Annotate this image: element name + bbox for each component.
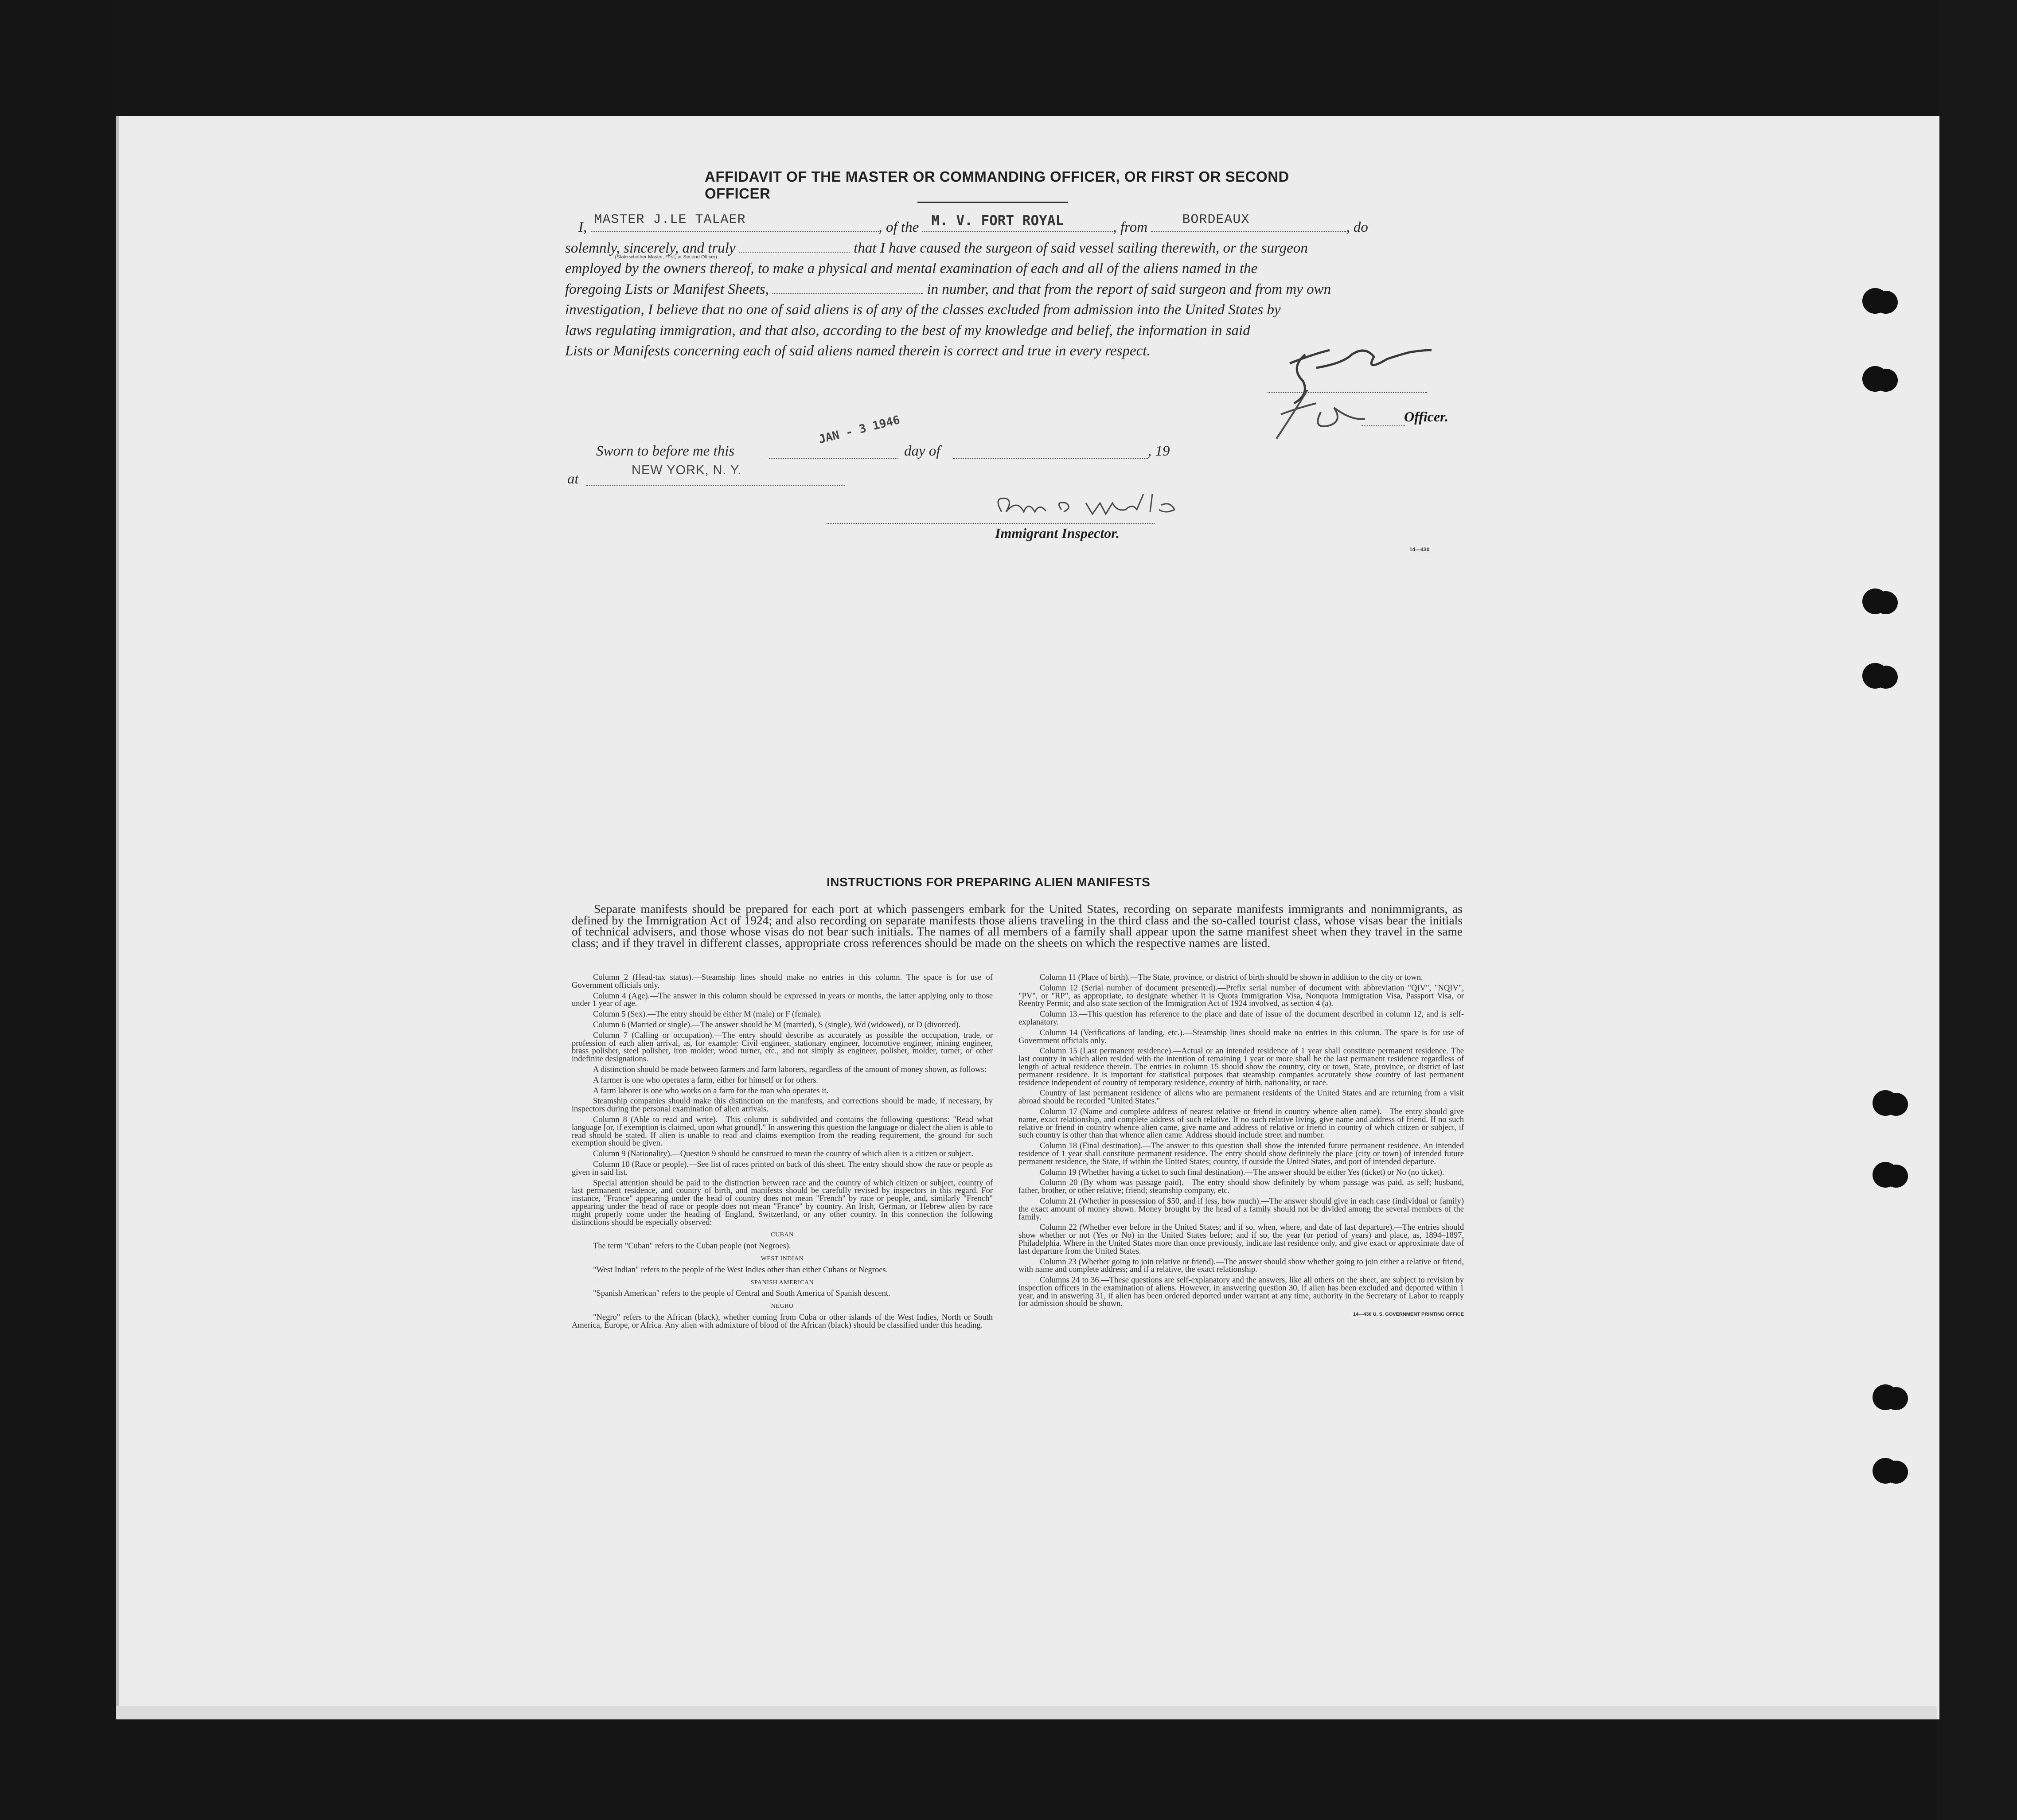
text-west-indian: "West Indian" refers to the people of the West Indies other than either Cubans or Negroes. bbox=[593, 1265, 888, 1274]
punch-hole-icon bbox=[1862, 288, 1888, 314]
year-label: , 19 bbox=[1148, 443, 1170, 459]
from-label: , from bbox=[1113, 219, 1148, 235]
punch-hole-icon bbox=[1873, 1162, 1898, 1188]
affidavit-line4b: in number, and that from the report of said surgeon and from my own bbox=[927, 281, 1331, 297]
affidavit-line5: investigation, I believe that no one of said aliens is of any of the classes excluded from admission into the United States by bbox=[565, 302, 1281, 318]
punch-hole-icon bbox=[1873, 1384, 1898, 1410]
sworn-label: Sworn to before me this bbox=[596, 443, 735, 459]
instruction-paragraph: Column 2 (Head-tax status).—Steamship lines should make no entries in this column. The space is for use of Government officials only. bbox=[572, 973, 993, 990]
page-bottom-edge bbox=[116, 1706, 1937, 1719]
officer-signature-line bbox=[1268, 392, 1427, 393]
date-stamp: JAN - 3 1946 bbox=[817, 413, 901, 447]
day-of-label: day of bbox=[904, 443, 940, 459]
punch-hole-icon bbox=[1873, 1458, 1898, 1484]
officer-label: Officer. bbox=[1404, 409, 1448, 425]
instruction-paragraph: Column 6 (Married or single).—The answer should be M (married), S (single), Wd (widowed), or D (divorced). bbox=[593, 1020, 961, 1029]
instructions-right-column bbox=[1018, 974, 1464, 1321]
title-divider bbox=[917, 202, 1068, 203]
film-border-bottom bbox=[0, 1719, 2017, 1820]
heading-negro: NEGRO bbox=[771, 1303, 794, 1310]
place-value: NEW YORK, N. Y. bbox=[632, 463, 742, 477]
affidavit-line7: Lists or Manifests concerning each of said aliens named therein is correct and true in every respect. bbox=[565, 343, 1151, 359]
instruction-paragraph: Column 15 (Last permanent residence).—Actual or an intended residence of 1 year shall constitute permanent residence. The last country in which alien resided with the intention of remaining 1 year or more shall be the last permanent residence regardless of length of actual residence therein. The entries in column 15 should show the country, city or town, State, province, or district of last permanent residence. It is important for statistical purposes that steamship companies accurately show country of last permanent residence independent of country of temporary residence, country of birth, nationality, or race. bbox=[1018, 1047, 1464, 1087]
instruction-paragraph: A farmer is one who operates a farm, either for himself or for others. bbox=[593, 1076, 819, 1085]
instruction-paragraph: Country of last permanent residence of aliens who are permanent residents of the United States and are returning from a visit abroad should be recorded "United States." bbox=[1018, 1089, 1464, 1106]
instructions-intro: Separate manifests should be prepared for each port at which passengers embark for the United States, recording on separate manifests immigrants and nonimmigrants, as defined by the Immigration Act of 1924; and also recording on separate manifests those aliens traveling in the third class and the so-called tourist class, whose visas bear the initials of technical advisers, and those whose visas do not bear such initials. The names of all members of a family shall appear upon the same manifest sheet when they travel in the same class; and if they travel in different classes, appropriate cross references should be made on the sheets on which the respective names are listed. bbox=[572, 902, 1463, 950]
affidavit-line2a: solemnly, sincerely, and truly bbox=[565, 240, 736, 256]
film-border-top bbox=[0, 0, 2017, 116]
sworn-date-line bbox=[769, 458, 897, 459]
port-value: BORDEAUX bbox=[1182, 212, 1250, 227]
instruction-paragraph: Column 11 (Place of birth).—The State, province, or district of birth should be shown in addition to the city or town. bbox=[1040, 973, 1423, 982]
of-the-label: , of the bbox=[878, 219, 919, 235]
instruction-paragraph: Column 18 (Final destination).—The answer to this question shall show the intended future permanent residence. An intended residence of 1 year shall constitute permanent residence. The entry should show definitely the place (city or town) of intended future permanent residence, the State, if within the United States; country, if outside the United States, and port of intended departure. bbox=[1018, 1142, 1464, 1166]
affidavit-intro: I, bbox=[578, 219, 587, 235]
heading-west-indian: WEST INDIAN bbox=[761, 1255, 804, 1262]
instruction-paragraph: Columns 24 to 36.—These questions are self-explanatory and the answers, like all others on the sheet, are subject to revision by inspection officers in the examination of aliens. However, in answering question 30, if alien has been excluded and deported within 1 year, and in answering 31, if alien has been ordered deported under warrant at any time, authority in the Secretary of Labor to reapply for admission should be shown. bbox=[1018, 1276, 1464, 1309]
instructions-left-column bbox=[572, 974, 993, 1332]
affidavit-line6: laws regulating immigration, and that also, according to the best of my knowledge and belief, the information in said bbox=[565, 322, 1250, 339]
film-border-left bbox=[0, 0, 116, 1820]
instruction-paragraph: Column 14 (Verifications of landing, etc.).—Steamship lines should make no entries in this column. The space is for use of Government officials only. bbox=[1018, 1028, 1464, 1045]
instruction-paragraph: Column 23 (Whether going to join relative or friend).—The answer should show whether going to join either a relative or friend, with name and complete address; and if a relative, the exact relationship. bbox=[1018, 1257, 1464, 1274]
printer-imprint: 14—430 U. S. GOVERNMENT PRINTING OFFICE bbox=[1353, 1312, 1464, 1317]
instruction-paragraph: Column 19 (Whether having a ticket to such final destination).—The answer should be either Yes (ticket) or No (no ticket). bbox=[1040, 1168, 1444, 1177]
state-note: (State whether Master, First, or Second Officer) bbox=[615, 254, 717, 260]
instruction-paragraph: Column 5 (Sex).—The entry should be either M (male) or F (female). bbox=[593, 1010, 822, 1019]
instruction-paragraph: Column 7 (Calling or occupation).—The entry should describe as accurately as possible the occupation, trade, or profession of each alien arrival, as, for example: Civil engineer, stationary engineer, locomotive engineer, mining engineer, brass polisher, steel polisher, iron molder, wood turner, etc., and not simply as engineer, polisher, molder, turner, or other indefinite designations. bbox=[572, 1031, 993, 1064]
vessel-value: M. V. FORT ROYAL bbox=[931, 212, 1064, 229]
instruction-paragraph: Column 13.—This question has reference to the place and date of issue of the document described in column 12, and is self-explanatory. bbox=[1018, 1010, 1464, 1027]
port-field bbox=[1151, 212, 1346, 232]
at-label: at bbox=[567, 471, 579, 487]
oath-field bbox=[739, 252, 850, 253]
punch-hole-icon bbox=[1862, 366, 1888, 392]
sheet-count-field bbox=[772, 293, 923, 294]
heading-cuban: CUBAN bbox=[771, 1232, 794, 1239]
instruction-paragraph: Column 10 (Race or people).—See list of races printed on back of this sheet. The entry should show the race or people as given in said list. bbox=[572, 1160, 993, 1177]
affidavit-line3: employed by the owners thereof, to make a physical and mental examination of each and all of the aliens named in the bbox=[565, 261, 1258, 277]
text-spanish-american: "Spanish American" refers to the people of Central and South America of Spanish descent. bbox=[593, 1289, 890, 1298]
film-border-right bbox=[1937, 0, 2017, 1820]
form-number: 14—430 bbox=[1409, 546, 1430, 553]
officer-line-2 bbox=[1361, 425, 1405, 426]
affidavit-line4a: foregoing Lists or Manifest Sheets, bbox=[565, 281, 769, 297]
do-label: , do bbox=[1346, 219, 1368, 235]
place-line bbox=[586, 485, 845, 486]
inspector-label: Immigrant Inspector. bbox=[995, 525, 1120, 541]
text-negro: "Negro" refers to the African (black), whether coming from Cuba or other islands of the West Indies, North or South America, Europe, or Africa. Any alien with admixture of blood of the African (black) should be classified under this heading. bbox=[572, 1313, 993, 1330]
instruction-paragraph: Column 8 (Able to read and write).—This column is subdivided and contains the following questions: "Read what language [or, if exemption is claimed, upon what ground]." In answering this question the language or dialect the alien is able to read should be stated. If alien is unable to read and claims exemption from the reading requirement, the ground for such exemption should be given. bbox=[572, 1115, 993, 1148]
text-cuban: The term "Cuban" refers to the Cuban people (not Negroes). bbox=[593, 1242, 791, 1251]
instruction-paragraph: Column 21 (Whether in possession of $50, and if less, how much).—The answer should give in each case (individual or family) the exact amount of money shown. Money brought by the head of a family should not be divided among the several members of the family. bbox=[1018, 1196, 1464, 1222]
punch-hole-icon bbox=[1873, 1090, 1898, 1116]
heading-spanish-american: SPANISH AMERICAN bbox=[750, 1279, 814, 1286]
inspector-line bbox=[827, 523, 1155, 524]
instruction-paragraph: Steamship companies should make this distinction on the manifests, and corrections should be made, if necessary, by inspectors during the personal examination of alien arrivals. bbox=[572, 1097, 993, 1114]
punch-hole-icon bbox=[1862, 588, 1888, 614]
instruction-paragraph: Column 9 (Nationality).—Question 9 should be construed to mean the country of which alien is a citizen or subject. bbox=[593, 1150, 974, 1159]
instruction-paragraph: Column 17 (Name and complete address of nearest relative or friend in country whence alien came).—The entry should give name, exact relationship, and complete address of such relative. If no such relative living, give name and address of friend. If no such relative or friend in country whence alien came, give name and address of relative or friend in country of which citizen or subject, if such country is other than that whence alien came. Address should include street and number. bbox=[1018, 1107, 1464, 1140]
instruction-paragraph: Column 12 (Serial number of document presented).—Prefix serial number of document with abbreviation "QIV", "NQIV", "PV", or "RP", as appropriate, to designate whether it is Quota Immigration Visa, Nonquota Immigration Visa, Passport Visa, or Reentry Permit; and also state section of the Immigration Act of 1924 involved, as section 4 (a). bbox=[1018, 983, 1464, 1009]
instruction-paragraph: Column 22 (Whether ever before in the United States; and if so, when, where, and date of last departure).—The entries should show whether or not (Yes or No) in the United States before; and if so, the year (or period of years) and place, as, 1894–1897, Philadelphia. Where in the United States more than once previously, indicate last residence only, and give exact or approximate date of last departure from the United States. bbox=[1018, 1223, 1464, 1256]
instruction-paragraph: Column 20 (By whom was passage paid).—The entry should show definitely by whom passage was paid, as self; husband, father, brother, or other relative; friend; steamship company, etc. bbox=[1018, 1178, 1464, 1196]
instruction-paragraph: Special attention should be paid to the distinction between race and the country of which citizen or subject, country of last permanent residence, and country of birth, and manifests should be carefully revised by inspectors in this regard. For instance, "France" appearing under the head of country does not mean "French" by race or people, and, similarly "French" appearing under the head of race or people does not mean "France" by country. An Irish, German, or Hebrew alien by race might properly come under the heading of England, Switzerland, or any other country. In this connection the following distinctions should be especially observed: bbox=[572, 1178, 993, 1227]
punch-hole-icon bbox=[1862, 663, 1888, 689]
instruction-paragraph: Column 4 (Age).—The answer in this column should be expressed in years or months, the latter applying only to those under 1 year of age. bbox=[572, 991, 993, 1009]
vessel-field bbox=[922, 212, 1113, 232]
affidavit-title: AFFIDAVIT OF THE MASTER OR COMMANDING OFFICER, OR FIRST OR SECOND OFFICER bbox=[705, 168, 1289, 202]
instructions-title: INSTRUCTIONS FOR PREPARING ALIEN MANIFESTS bbox=[827, 875, 1151, 889]
instruction-paragraph: A distinction should be made between farmers and farm laborers, regardless of the amount of money shown, as follows: bbox=[593, 1065, 987, 1074]
month-line bbox=[953, 458, 1148, 459]
instruction-paragraph: A farm laborer is one who works on a farm for the man who operates it. bbox=[593, 1086, 829, 1095]
inspector-signature bbox=[984, 490, 1192, 525]
master-name-value: MASTER J.LE TALAER bbox=[594, 212, 746, 227]
affidavit-line2b: that I have caused the surgeon of said vessel sailing therewith, or the surgeon bbox=[854, 240, 1308, 256]
